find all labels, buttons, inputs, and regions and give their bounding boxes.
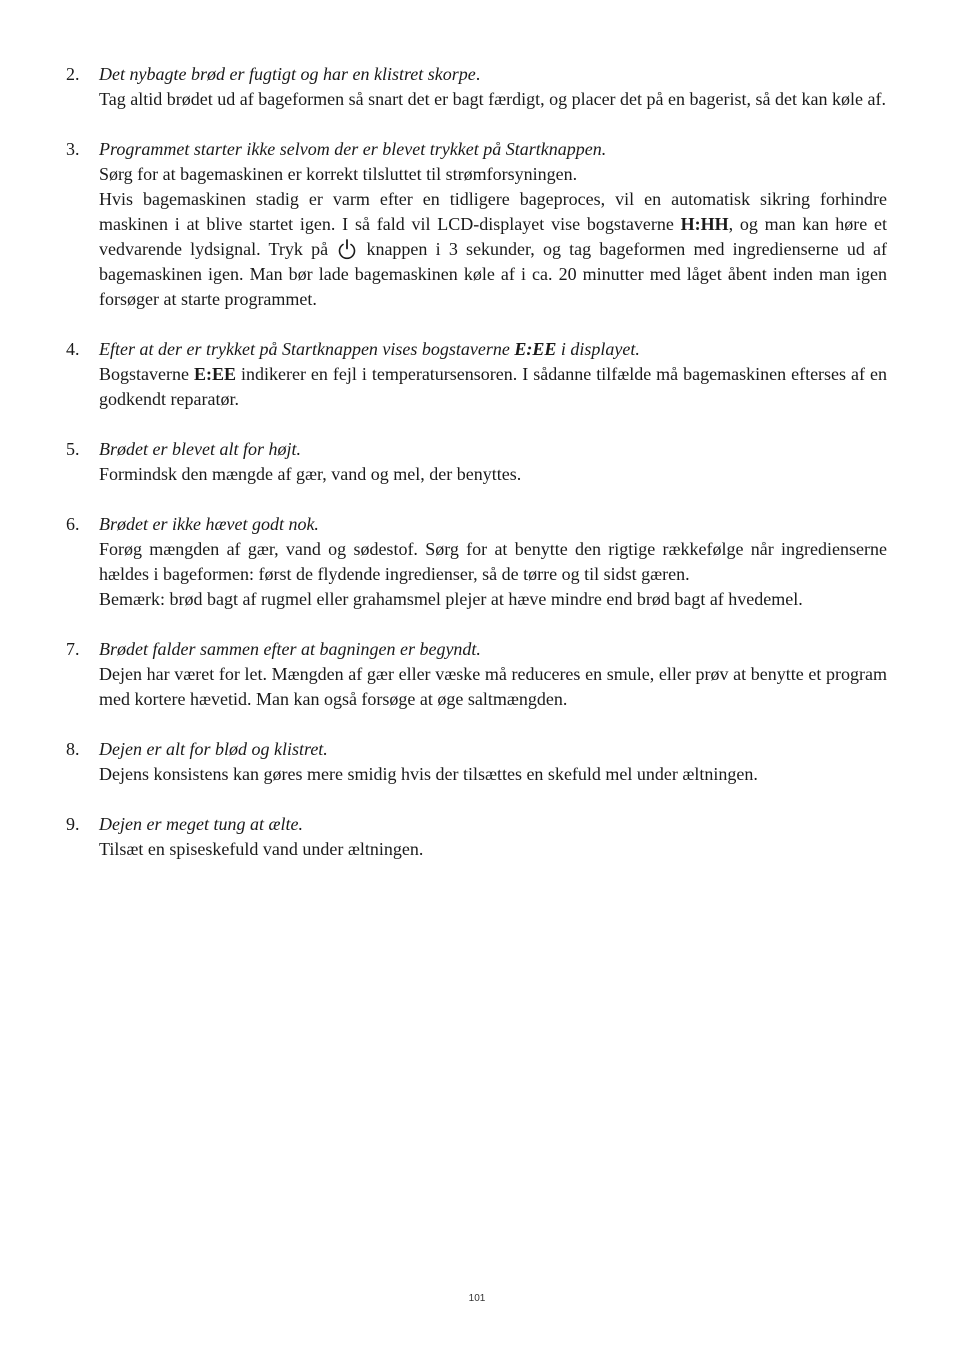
list-item-5 — [0, 437, 954, 487]
list-item-4 — [0, 337, 954, 412]
item-number: 6. — [66, 514, 80, 534]
item-text: Forøg mængden af gær, vand og sødestof. Sørg for at benytte den rigtige rækkefølge når ingredienserne hældes i bageformen: først de flydende ingredienser, så de tørre og til sidst gæren. — [99, 539, 887, 584]
item-number: 3. — [66, 139, 80, 159]
item-body — [99, 62, 887, 112]
item-number: 9. — [66, 814, 80, 834]
item-text: Dejen har været for let. Mængden af gær eller væske må reduceres en smule, eller prøv at benytte et program med kortere hævetid. Man kan også forsøge at øge saltmængden. — [99, 664, 887, 709]
item-number: 5. — [66, 439, 80, 459]
item-text: Formindsk den mængde af gær, vand og mel, der benyttes. — [99, 464, 522, 484]
list-item-6 — [0, 512, 954, 612]
item-body — [99, 512, 887, 612]
display-code: E:EE — [514, 339, 557, 359]
item-body — [99, 437, 887, 487]
item-title: Dejen er meget tung at ælte. — [99, 814, 303, 834]
item-title: Brødet er blevet alt for højt. — [99, 439, 301, 459]
item-number: 7. — [66, 639, 80, 659]
item-text: Sørg for at bagemaskinen er korrekt tilsluttet til strømforsyningen. — [99, 164, 578, 184]
item-title: Brødet falder sammen efter at bagningen er begyndt. — [99, 639, 481, 659]
troubleshooting-list — [0, 62, 954, 887]
item-note: Bemærk: brød bagt af rugmel eller grahamsmel plejer at hæve mindre end brød bagt af hvedemel. — [99, 589, 803, 609]
item-title: Efter at der er trykket på Startknappen vises bogstaverne E:EE i displayet. — [99, 339, 640, 359]
item-title: Brødet er ikke hævet godt nok. — [99, 514, 319, 534]
display-code: E:EE — [193, 364, 236, 384]
list-item-9 — [0, 812, 954, 862]
list-item-2 — [0, 62, 954, 112]
item-text: Tilsæt en spiseskefuld vand under æltningen. — [99, 839, 424, 859]
power-icon — [337, 238, 357, 260]
item-text: Hvis bagemaskinen stadig er varm efter en tidligere bageproces, vil en automatisk sikring forhindre maskinen i at blive startet igen. I så fald vil LCD-displayet vise bogstaverne H:HH, og man kan høre et vedvarende lydsignal. Tryk på knappen i 3 sekunder, og tag bageformen med ingredienserne ud af bagemaskinen igen. Man bør lade bagemaskinen køle af i ca. 20 minutter med låget åbent inden man igen forsøger at starte programmet. — [99, 189, 888, 309]
item-body — [99, 812, 887, 862]
item-number: 4. — [66, 339, 80, 359]
list-item-8 — [0, 737, 954, 787]
item-text: Dejens konsistens kan gøres mere smidig hvis der tilsættes en skefuld mel under æltningen. — [99, 764, 758, 784]
item-text: Bogstaverne E:EE indikerer en fejl i temperatursensoren. I sådanne tilfælde må bagemaskinen efterses af en godkendt reparatør. — [99, 364, 887, 409]
page-number: 101 — [468, 1293, 486, 1304]
item-number: 2. — [66, 64, 80, 84]
item-body — [99, 137, 887, 312]
item-title: Det nybagte brød er fugtigt og har en klistret skorpe. — [99, 64, 481, 84]
item-body — [99, 737, 887, 787]
item-title: Dejen er alt for blød og klistret. — [99, 739, 328, 759]
item-title: Programmet starter ikke selvom der er blevet trykket på Startknappen. — [99, 139, 607, 159]
item-body — [99, 337, 887, 412]
list-item-3 — [0, 137, 954, 312]
item-body — [99, 637, 887, 712]
display-code: H:HH — [680, 214, 729, 234]
item-number: 8. — [66, 739, 80, 759]
list-item-7 — [0, 637, 954, 712]
item-text: Tag altid brødet ud af bageformen så snart det er bagt færdigt, og placer det på en bagerist, så det kan køle af. — [99, 89, 886, 109]
